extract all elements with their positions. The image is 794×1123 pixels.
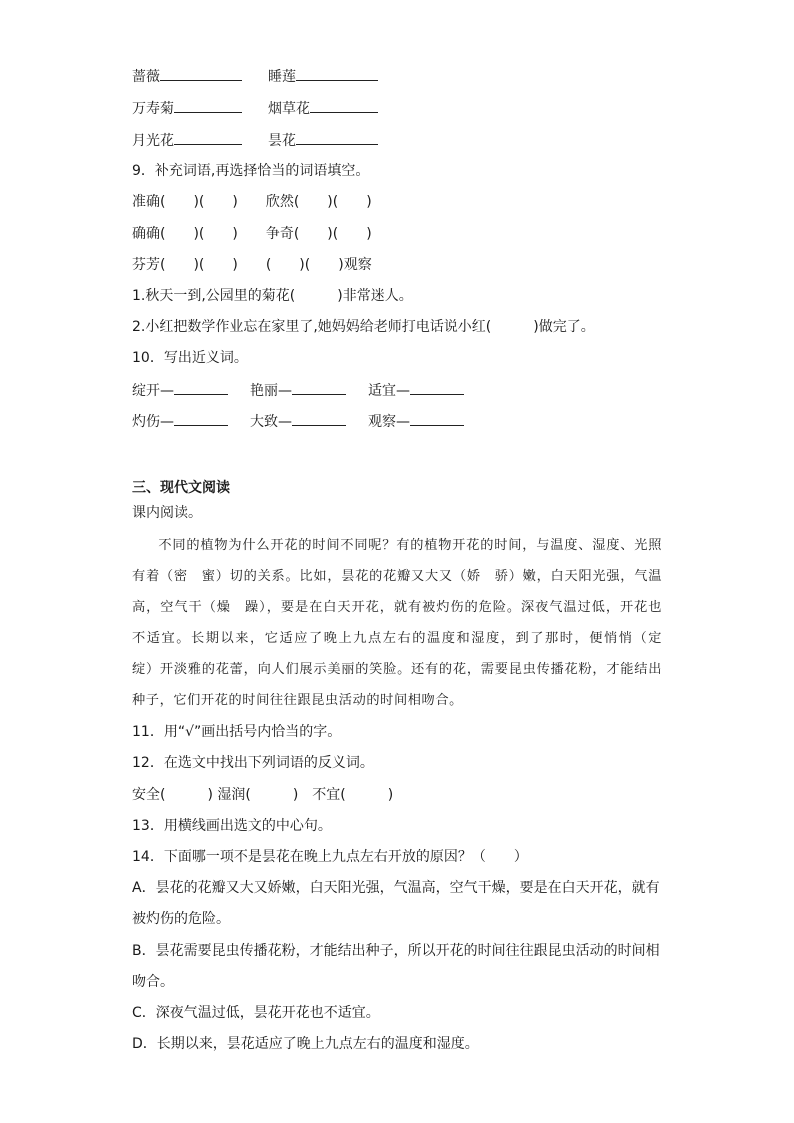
q9-sentence-2[interactable]: 2.小红把数学作业忘在家里了,她妈妈给老师打电话说小红( )做完了。 xyxy=(132,319,595,335)
question-13: 13．用横线画出选文的中心句。 xyxy=(132,818,332,834)
answer-blank[interactable] xyxy=(296,130,378,145)
option-d[interactable]: D．长期以来，昙花适应了晚上九点左右的温度和湿度。 xyxy=(132,1036,479,1052)
word-blank-item xyxy=(268,130,378,151)
option-c[interactable]: C．深夜气温过低，昙花开花也不适宜。 xyxy=(132,1005,380,1021)
q12-antonym-row[interactable]: 安全( ) 湿润( ) 不宜( ) xyxy=(132,787,394,803)
option-a[interactable]: A．昙花的花瓣又大又娇嫩，白天阳光强，气温高，空气干燥，要是在白天开花，就有被灼伤的危险。 xyxy=(132,880,660,927)
question-10-title: 10．写出近义词。 xyxy=(132,350,248,366)
answer-blank[interactable] xyxy=(174,411,228,426)
word-blank-item xyxy=(268,98,378,119)
option-b[interactable]: B．昙花需要昆虫传播花粉，才能结出种子，所以开花的时间往往跟昆虫活动的时间相吻合。 xyxy=(132,943,660,990)
question-12-title: 12．在选文中找出下列词语的反义词。 xyxy=(132,755,374,771)
word-blank-item xyxy=(132,130,242,151)
answer-blank[interactable] xyxy=(410,411,464,426)
word-blank-item xyxy=(268,66,378,87)
synonym-label: 适宜— xyxy=(368,383,410,399)
word-label: 万寿菊 xyxy=(132,101,174,117)
answer-blank[interactable] xyxy=(292,411,346,426)
synonym-item xyxy=(132,380,228,401)
word-blank-item xyxy=(132,66,242,87)
section-subheading: 课内阅读。 xyxy=(132,505,202,521)
q9-row-3[interactable]: 芬芳( )( ) ( )( )观察 xyxy=(132,257,372,273)
synonym-label: 绽开— xyxy=(132,383,174,399)
synonym-item xyxy=(132,411,228,432)
word-label: 烟草花 xyxy=(268,101,310,117)
synonym-label: 大致— xyxy=(250,414,292,430)
answer-blank[interactable] xyxy=(296,66,378,81)
synonym-label: 灼伤— xyxy=(132,414,174,430)
answer-blank[interactable] xyxy=(310,98,378,113)
word-blank-item xyxy=(132,98,242,119)
reading-passage xyxy=(132,530,676,716)
word-label: 蔷薇 xyxy=(132,69,160,85)
synonym-label: 观察— xyxy=(368,414,410,430)
question-9-title: 9．补充词语,再选择恰当的词语填空。 xyxy=(132,163,370,179)
q9-row-1[interactable]: 准确( )( ) 欣然( )( ) xyxy=(132,194,372,210)
answer-blank[interactable] xyxy=(292,380,346,395)
answer-blank[interactable] xyxy=(174,380,228,395)
answer-blank[interactable] xyxy=(410,380,464,395)
answer-blank[interactable] xyxy=(174,98,242,113)
synonym-item xyxy=(368,411,464,432)
word-label: 睡莲 xyxy=(268,69,296,85)
answer-blank[interactable] xyxy=(160,66,242,81)
synonym-label: 艳丽— xyxy=(250,383,292,399)
synonym-item xyxy=(250,411,346,432)
passage-text: 不同的植物为什么开花的时间不同呢？有的植物开花的时间，与温度、湿度、光照有着（密 蜜）切的关系。比如，昙花的花瓣又大又（娇 骄）嫩，白天阳光强，气温高，空气干（燥 躁），要是在白天开花，就有被灼伤的危险。深夜气温过低，开花也不适宜。长期以来，它适应了晚上九点左右的温度和湿度，到了那时，便悄悄（定 绽）开淡雅的花蕾，向人们展示美丽的笑脸。还有的花，需要昆虫传播花粉，才能结出种子，它们开花的时间往往跟昆虫活动的时间相吻合。 xyxy=(132,538,676,708)
synonym-item xyxy=(250,380,346,401)
answer-blank[interactable] xyxy=(174,130,242,145)
word-label: 昙花 xyxy=(268,133,296,149)
question-14-title: 14．下面哪一项不是昙花在晚上九点左右开放的原因？（ ） xyxy=(132,849,528,865)
q9-row-2[interactable]: 确确( )( ) 争奇( )( ) xyxy=(132,226,372,242)
section-heading: 三、现代文阅读 xyxy=(132,480,230,496)
synonym-item xyxy=(368,380,464,401)
word-label: 月光花 xyxy=(132,133,174,149)
question-11: 11．用“√”画出括号内恰当的字。 xyxy=(132,724,342,740)
q9-sentence-1[interactable]: 1.秋天一到,公园里的菊花( )非常迷人。 xyxy=(132,288,413,304)
